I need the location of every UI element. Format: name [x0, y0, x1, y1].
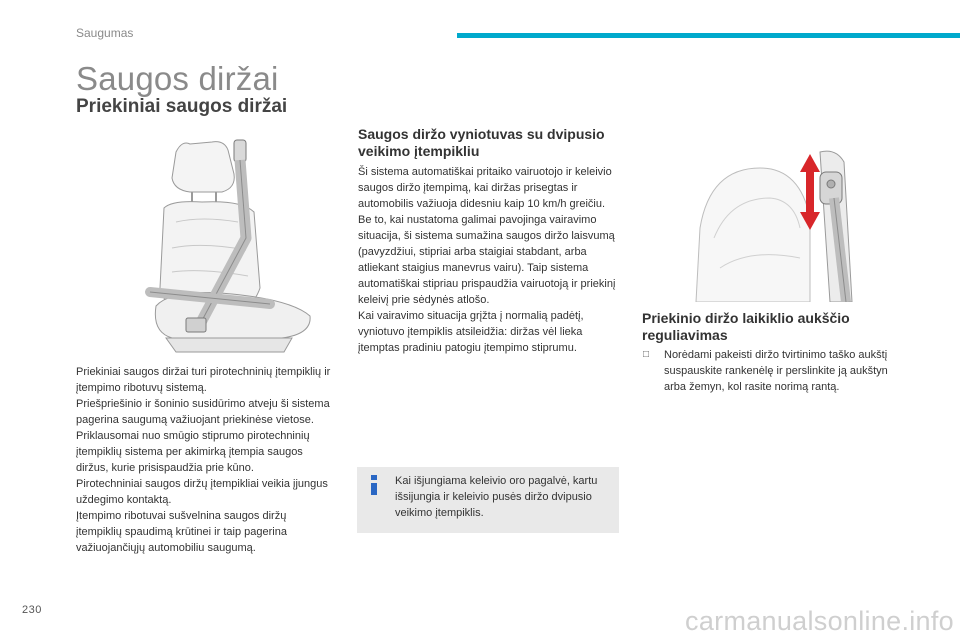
section-label: Saugumas [76, 26, 134, 40]
page-title: Saugos diržai [76, 60, 279, 97]
retractor-paragraph: Ši sistema automatiškai pritaiko vairuotojo ir keleivio saugos diržo įtempimą, kai diržas prisegtas ir automobilis važiuoja didesniu kaip 10 km/h greičiu. [358, 166, 612, 210]
page-number: 230 [22, 604, 42, 616]
retractor-text-block [358, 164, 620, 356]
left-paragraph: Priekiniai saugos diržai turi pirotechninių įtempiklių ir įtempimo ribotuvų sistemą. [76, 366, 331, 394]
height-adjust-item [642, 347, 902, 395]
info-icon [367, 475, 381, 497]
left-paragraph: Įtempimo ribotuvai sušvelnina saugos diržų įtempiklių spaudimą krūtinei ir taip pagerina važiuojančiųjų automobiliu saugumą. [76, 510, 287, 554]
left-text-block [76, 364, 332, 556]
height-adjust-text: Norėdami pakeisti diržo tvirtinimo taško aukštį suspauskite rankenėlę ir perslinkite ją aukštyn arba žemyn, kol rasite norimą rantą. [664, 349, 888, 393]
seatbelt-illustration [142, 138, 320, 358]
info-note-text: Kai išjungiama keleivio oro pagalvė, kartu išsijungia ir keleivio pusės diržo dvipusio veikimo įtempiklis. [395, 475, 598, 519]
retractor-paragraph: Kai vairavimo situacija grįžta į normalią padėtį, vyniotuvo įtempiklis atsileidžia: diržas vėl lieka įtemptas pradiniu patogiu įtempimo stiprumu. [358, 310, 584, 354]
watermark: carmanualsonline.info [685, 606, 954, 636]
left-paragraph: Pirotechniniai saugos diržų įtempikliai veikia įjungus uždegimo kontaktą. [76, 478, 328, 506]
retractor-paragraph: Be to, kai nustatoma galimai pavojinga vairavimo situacija, ši sistema sumažina saugos diržo laisvumą (pavyzdžiui, stipriai arba staigiai stabdant, arba atliekant staigius manevrus vairu). Taip sistema automatiškai stipriau prispaudžia vairuotoją ir priekinį keleivį prie sėdynės atlošo. [358, 214, 616, 306]
info-note [357, 467, 619, 533]
left-paragraph: Priešpriešinio ir šoninio susidūrimo atveju ši sistema pagerina saugumą važiuojant priekinėse vietose. Priklausomai nuo smūgio stiprumo pirotechninių įtempiklių sistema per akimirką įtempia saugos diržus, kurie prisispaudžia prie kūno. [76, 398, 330, 474]
height-adjust-heading: Priekinio diržo laikiklio aukščio reguliavimas [642, 310, 850, 343]
header-accent-bar [457, 33, 960, 38]
belt-height-illustration [660, 138, 862, 302]
section-subtitle: Priekiniai saugos diržai [76, 96, 288, 117]
retractor-heading: Saugos diržo vyniotuvas su dvipusio veikimo įtempikliu [358, 126, 605, 159]
checkbox-bullet-icon: □ [643, 349, 650, 360]
